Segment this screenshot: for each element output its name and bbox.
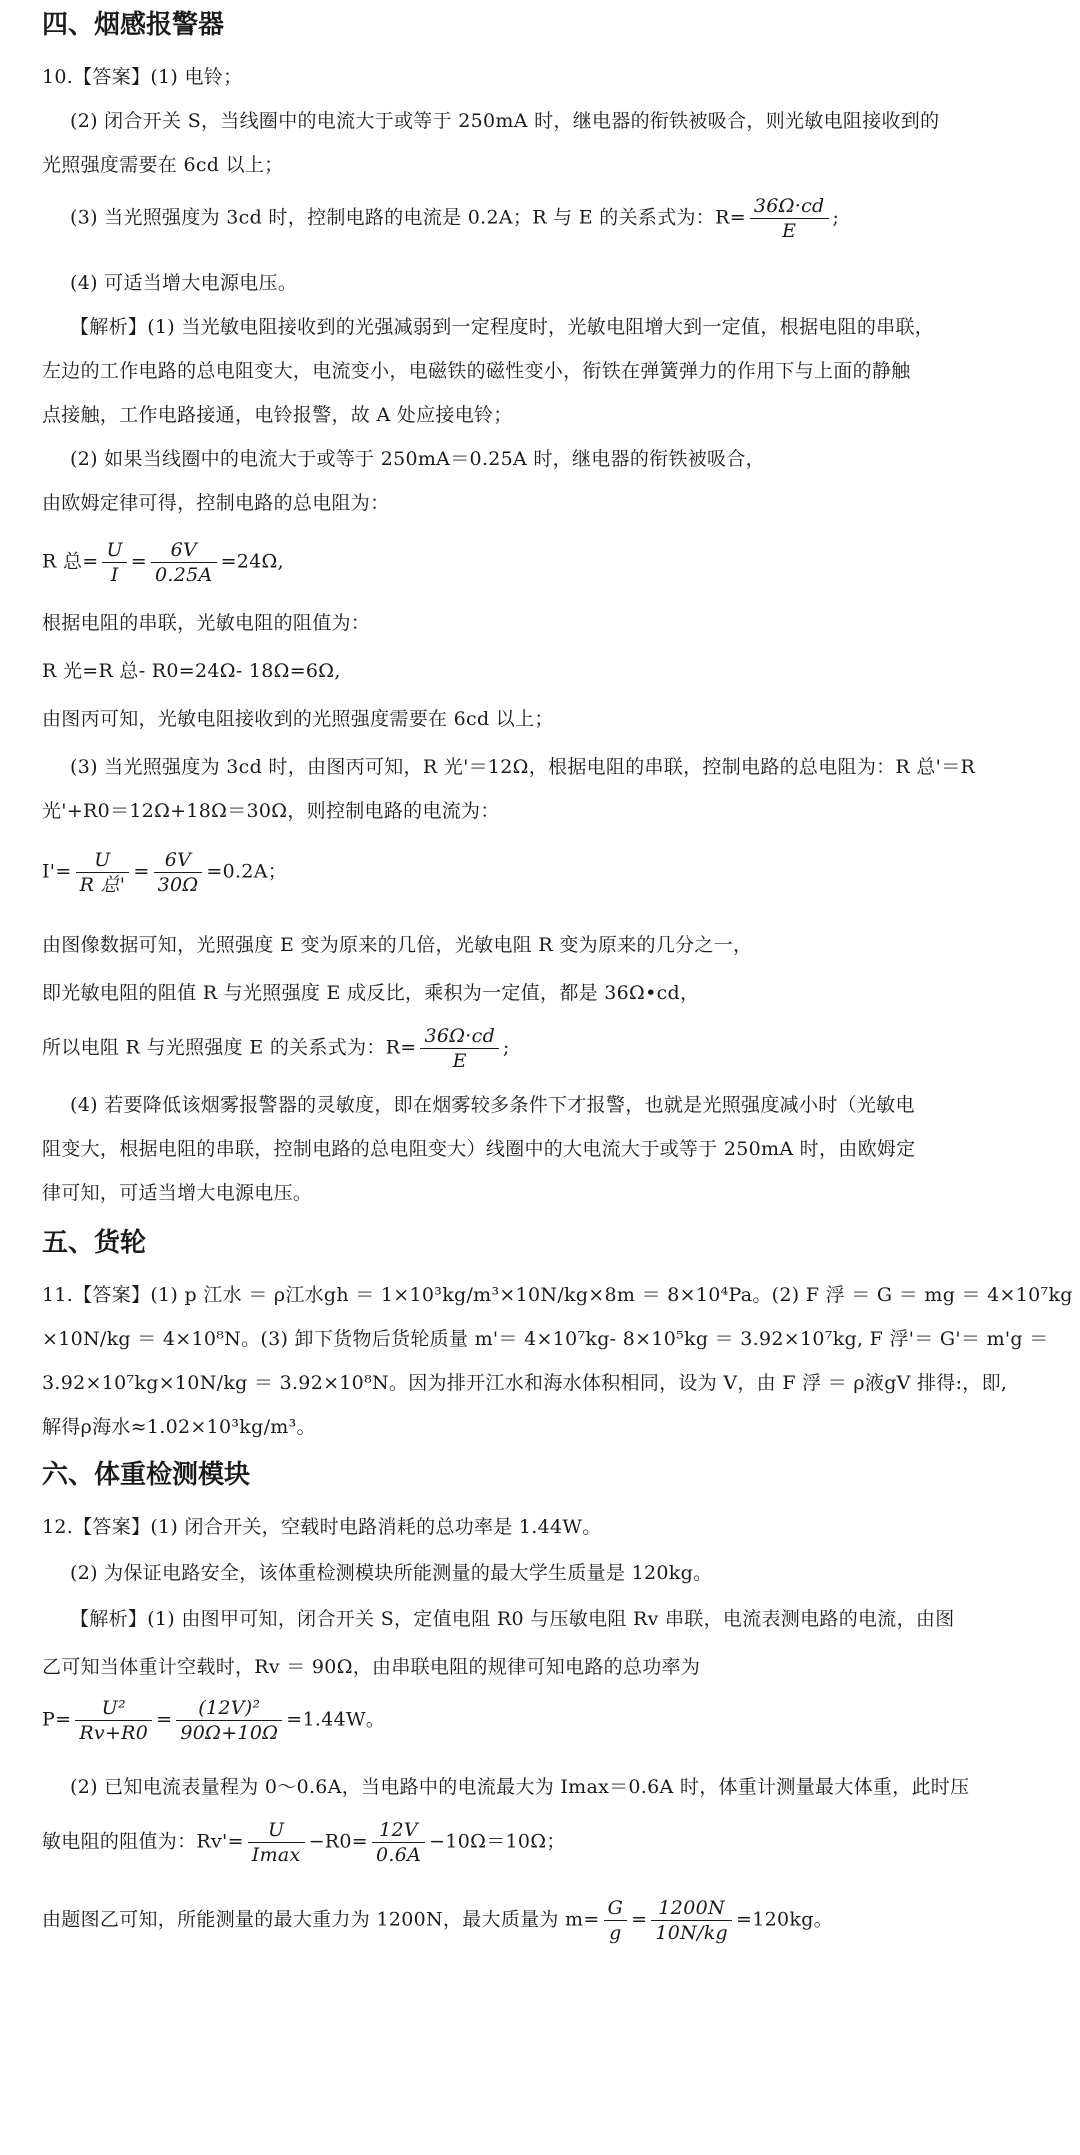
fraction-denominator: 10N/kg bbox=[655, 1922, 729, 1944]
fraction-denominator: 0.6A bbox=[376, 1844, 422, 1866]
q10-formula-current bbox=[42, 848, 287, 897]
fraction-denominator: R 总' bbox=[79, 874, 126, 896]
q12-formula-power bbox=[42, 1696, 385, 1745]
fraction-denominator: E bbox=[782, 220, 797, 242]
q10-analysis-1-line1: 【解析】(1) 当光敏电阻接收到的光强减弱到一定程度时，光敏电阻增大到一定值，根据电阻的串联， bbox=[70, 316, 935, 338]
fraction-numerator: 6V bbox=[151, 538, 217, 563]
fraction-numerator: 6V bbox=[154, 848, 203, 873]
q12-answer-1: 12.【答案】(1) 闭合开关，空载时电路消耗的总功率是 1.44W。 bbox=[42, 1516, 602, 1538]
q10-answer-4: (4) 可适当增大电源电压。 bbox=[70, 272, 298, 294]
q12-answer-2: (2) 为保证电路安全，该体重检测模块所能测量的最大学生质量是 120kg。 bbox=[70, 1562, 713, 1584]
q11-answer-line3: 3.92×10⁷kg×10N/kg ＝ 3.92×10⁸N。因为排开江水和海水体积相同，设为 V，由 F 浮 ＝ ρ液gV 排得:，即, bbox=[42, 1372, 1008, 1394]
section-heading-cargo-ship: 五、货轮 bbox=[42, 1228, 147, 1258]
q10-analysis-4-line1: (4) 若要降低该烟雾报警器的灵敏度，即在烟雾较多条件下才报警，也就是光照强度减小时（光敏电 bbox=[70, 1094, 915, 1116]
fraction-numerator: U bbox=[76, 848, 130, 873]
q10-analysis-4-line2: 阻变大，根据电阻的串联，控制电路的总电阻变大）线圈中的大电流大于或等于 250mA 时，由欧姆定 bbox=[42, 1138, 916, 1160]
q10-analysis-2-line5: 由图丙可知，光敏电阻接收到的光照强度需要在 6cd 以上； bbox=[42, 708, 554, 730]
fraction-values bbox=[154, 848, 203, 897]
formula-result: =1.44W。 bbox=[286, 1708, 386, 1731]
fraction-denominator: 0.25A bbox=[155, 564, 213, 586]
fraction-values bbox=[372, 1818, 425, 1867]
fraction-g-over-g bbox=[604, 1896, 627, 1945]
q10-formula-total-resistance bbox=[42, 538, 284, 587]
fraction-denominator: 90Ω+10Ω bbox=[180, 1722, 279, 1744]
q12-formula-resistance bbox=[42, 1818, 566, 1867]
q10-analysis-3-line1: (3) 当光照强度为 3cd 时，由图丙可知，R 光'＝12Ω，根据电阻的串联，控制电路的总电阻为：R 总'＝R bbox=[70, 756, 976, 778]
q12-formula-mass bbox=[42, 1896, 833, 1945]
q11-answer-line1: 11.【答案】(1) p 江水 ＝ ρ江水gh ＝ 1×10³kg/m³×10N/kg×8m ＝ 8×10⁴Pa。(2) F 浮 ＝ G ＝ mg ＝ 4×10⁷kg bbox=[42, 1284, 1073, 1306]
formula-equals: = bbox=[130, 550, 148, 573]
fraction-numerator: 12V bbox=[372, 1818, 425, 1843]
fraction-u-over-i bbox=[102, 538, 126, 587]
formula-lhs: R 总= bbox=[42, 550, 99, 573]
section-heading-smoke-alarm: 四、烟感报警器 bbox=[42, 10, 225, 40]
fraction-numerator: 36Ω·cd bbox=[750, 194, 829, 219]
q10-analysis-3-line4: 即光敏电阻的阻值 R 与光照强度 E 成反比，乘积为一定值，都是 36Ω•cd， bbox=[42, 982, 700, 1004]
q12-analysis-1-line2: 乙可知当体重计空载时，Rv ＝ 90Ω，由串联电阻的规律可知电路的总功率为 bbox=[42, 1656, 701, 1678]
q10-analysis-1-line3: 点接触，工作电路接通，电铃报警，故 A 处应接电铃； bbox=[42, 404, 513, 426]
q10-analysis-3-line3: 由图像数据可知，光照强度 E 变为原来的几倍，光敏电阻 R 变为原来的几分之一， bbox=[42, 934, 753, 956]
formula-lhs: 敏电阻的阻值为：Rv'= bbox=[42, 1830, 244, 1853]
q10-analysis-3-relation bbox=[42, 1024, 510, 1073]
q10-analysis-2-line1: (2) 如果当线圈中的电流大于或等于 250mA＝0.25A 时，继电器的衔铁被吸合， bbox=[70, 448, 765, 470]
fraction-denominator: E bbox=[452, 1050, 467, 1072]
q10-answer-3-fraction bbox=[750, 194, 829, 243]
fraction-numerator: U bbox=[248, 1818, 305, 1843]
formula-lhs: P= bbox=[42, 1708, 72, 1731]
section-heading-weight-module: 六、体重检测模块 bbox=[42, 1460, 251, 1490]
formula-equals: = bbox=[631, 1908, 648, 1931]
fraction-u-over-imax bbox=[248, 1818, 305, 1867]
q10-analysis-4-line3: 律可知，可适当增大电源电压。 bbox=[42, 1182, 313, 1204]
fraction-numerator: U bbox=[102, 538, 126, 563]
relation-fraction bbox=[420, 1024, 499, 1073]
formula-result: −10Ω＝10Ω； bbox=[429, 1830, 566, 1853]
fraction-u-over-r bbox=[76, 848, 130, 897]
q10-analysis-2-line2: 由欧姆定律可得，控制电路的总电阻为： bbox=[42, 492, 390, 514]
q10-analysis-2-line4: R 光=R 总- R0=24Ω- 18Ω=6Ω, bbox=[42, 660, 341, 682]
fraction-values bbox=[151, 538, 217, 587]
relation-text: 所以电阻 R 与光照强度 E 的关系式为：R= bbox=[42, 1036, 417, 1059]
q10-answer-3-text: (3) 当光照强度为 3cd 时，控制电路的电流是 0.2A；R 与 E 的关系式为：R= bbox=[70, 206, 746, 229]
formula-middle: −R0= bbox=[308, 1830, 368, 1853]
relation-end: ; bbox=[503, 1036, 510, 1059]
fraction-denominator: I bbox=[110, 564, 119, 586]
q12-analysis-2-line1: (2) 已知电流表量程为 0～0.6A，当电路中的电流最大为 Imax＝0.6A 时，体重计测量最大体重，此时压 bbox=[70, 1776, 970, 1798]
fraction-u2-over-r bbox=[75, 1696, 152, 1745]
q10-analysis-2-line3: 根据电阻的串联，光敏电阻的阻值为： bbox=[42, 612, 371, 634]
q11-answer-line2: ×10N/kg ＝ 4×10⁸N。(3) 卸下货物后货轮质量 m'＝ 4×10⁷kg- 8×10⁵kg ＝ 3.92×10⁷kg, F 浮'＝ G'＝ m'g ＝ bbox=[42, 1328, 1049, 1350]
formula-lhs: I'= bbox=[42, 860, 72, 883]
formula-result: =0.2A； bbox=[206, 860, 288, 883]
fraction-denominator: Rv+R0 bbox=[79, 1722, 149, 1744]
formula-equals: = bbox=[133, 860, 150, 883]
q10-answer-3 bbox=[70, 194, 839, 243]
q10-answer-2-line1: (2) 闭合开关 S，当线圈中的电流大于或等于 250mA 时，继电器的衔铁被吸合，则光敏电阻接收到的 bbox=[70, 110, 940, 132]
fraction-values bbox=[176, 1696, 282, 1745]
q10-answer-2-line2: 光照强度需要在 6cd 以上； bbox=[42, 154, 284, 176]
fraction-denominator: g bbox=[609, 1922, 622, 1944]
formula-equals: = bbox=[156, 1708, 173, 1731]
fraction-numerator: (12V)² bbox=[176, 1696, 282, 1721]
formula-result: =120kg。 bbox=[736, 1908, 833, 1931]
fraction-numerator: U² bbox=[75, 1696, 152, 1721]
q12-analysis-1-line1: 【解析】(1) 由图甲可知，闭合开关 S，定值电阻 R0 与压敏电阻 Rv 串联，电流表测电路的电流，由图 bbox=[70, 1608, 955, 1630]
q10-answer-3-end: ; bbox=[832, 206, 840, 229]
q10-analysis-1-line2: 左边的工作电路的总电阻变大，电流变小，电磁铁的磁性变小，衔铁在弹簧弹力的作用下与上面的静触 bbox=[42, 360, 911, 382]
fraction-numerator: G bbox=[604, 1896, 627, 1921]
formula-result: =24Ω, bbox=[220, 550, 284, 573]
q10-answer-1: 10.【答案】(1) 电铃； bbox=[42, 66, 243, 88]
formula-lhs: 由题图乙可知，所能测量的最大重力为 1200N，最大质量为 m= bbox=[42, 1908, 600, 1931]
fraction-denominator: 30Ω bbox=[157, 874, 199, 896]
fraction-values bbox=[651, 1896, 732, 1945]
fraction-numerator: 1200N bbox=[651, 1896, 732, 1921]
q10-analysis-3-line2: 光'+R0＝12Ω+18Ω＝30Ω，则控制电路的电流为： bbox=[42, 800, 500, 822]
fraction-denominator: Imax bbox=[251, 1844, 301, 1866]
fraction-numerator: 36Ω·cd bbox=[420, 1024, 499, 1049]
q11-answer-line4: 解得ρ海水≈1.02×10³kg/m³。 bbox=[42, 1416, 316, 1438]
